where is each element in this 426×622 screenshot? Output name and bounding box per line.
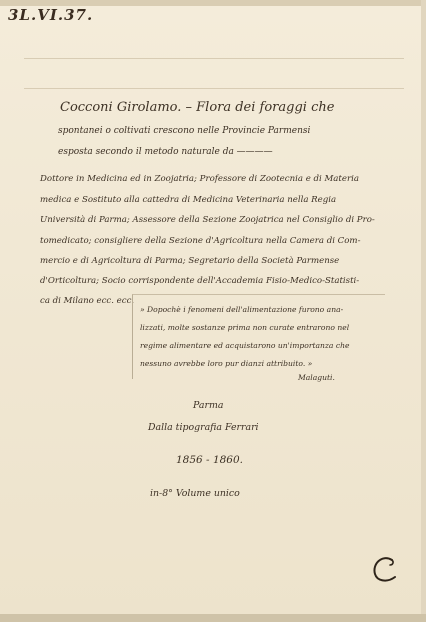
margin-c-mark	[368, 552, 402, 586]
faint-rule	[24, 88, 404, 89]
title-line-1: Cocconi Girolamo. – Flora dei foraggi che	[60, 100, 335, 115]
paper-edge-bottom	[0, 614, 426, 622]
author-line-1: Dottore in Medicina ed in Zoojatria; Professore di Zootecnia e di Materia	[40, 174, 359, 184]
title-line-3: esposta secondo il metodo naturale da ————	[58, 147, 273, 157]
imprint-printer: Dalla tipografia Ferrari	[148, 422, 259, 433]
author-line-6: d'Orticoltura; Socio corrispondente dell'Accademia Fisio-Medico-Statisti-	[40, 276, 360, 286]
shelfmark: 3L.VI.37.	[8, 6, 94, 24]
quote-line-4: nessuno avrebbe loro pur dianzi attribuito. »	[140, 359, 313, 368]
imprint-years: 1856 - 1860.	[176, 454, 244, 466]
author-line-5: mercio e di Agricoltura di Parma; Segretario della Società Parmense	[40, 256, 340, 266]
author-line-4: tomedicato; consigliere della Sezione d'Agricoltura nella Camera di Com-	[40, 236, 361, 246]
author-line-2: medica e Sostituto alla cattedra di Medicina Veterinaria nella Regia	[40, 195, 337, 205]
author-line-7: ca di Milano ecc. ecc.	[40, 296, 135, 306]
imprint-format: in-8° Volume unico	[150, 488, 240, 499]
faint-rule	[24, 58, 404, 59]
title-line-2: spontanei o coltivati crescono nelle Provincie Parmensi	[58, 126, 311, 136]
quote-attribution: Malaguti.	[298, 373, 335, 382]
paper-edge-right	[421, 0, 426, 622]
quote-line-1: » Dopochè i fenomeni dell'alimentazione furono ana-	[140, 305, 344, 314]
quote-line-3: regime alimentare ed acquistarono un'importanza che	[140, 341, 350, 350]
imprint-city: Parma	[193, 400, 224, 411]
author-line-3: Università di Parma; Assessore della Sezione Zoojatrica nel Consiglio di Pro-	[40, 215, 375, 225]
quote-line-2: lizzati, molte sostanze prima non curate entrarono nel	[140, 323, 350, 332]
